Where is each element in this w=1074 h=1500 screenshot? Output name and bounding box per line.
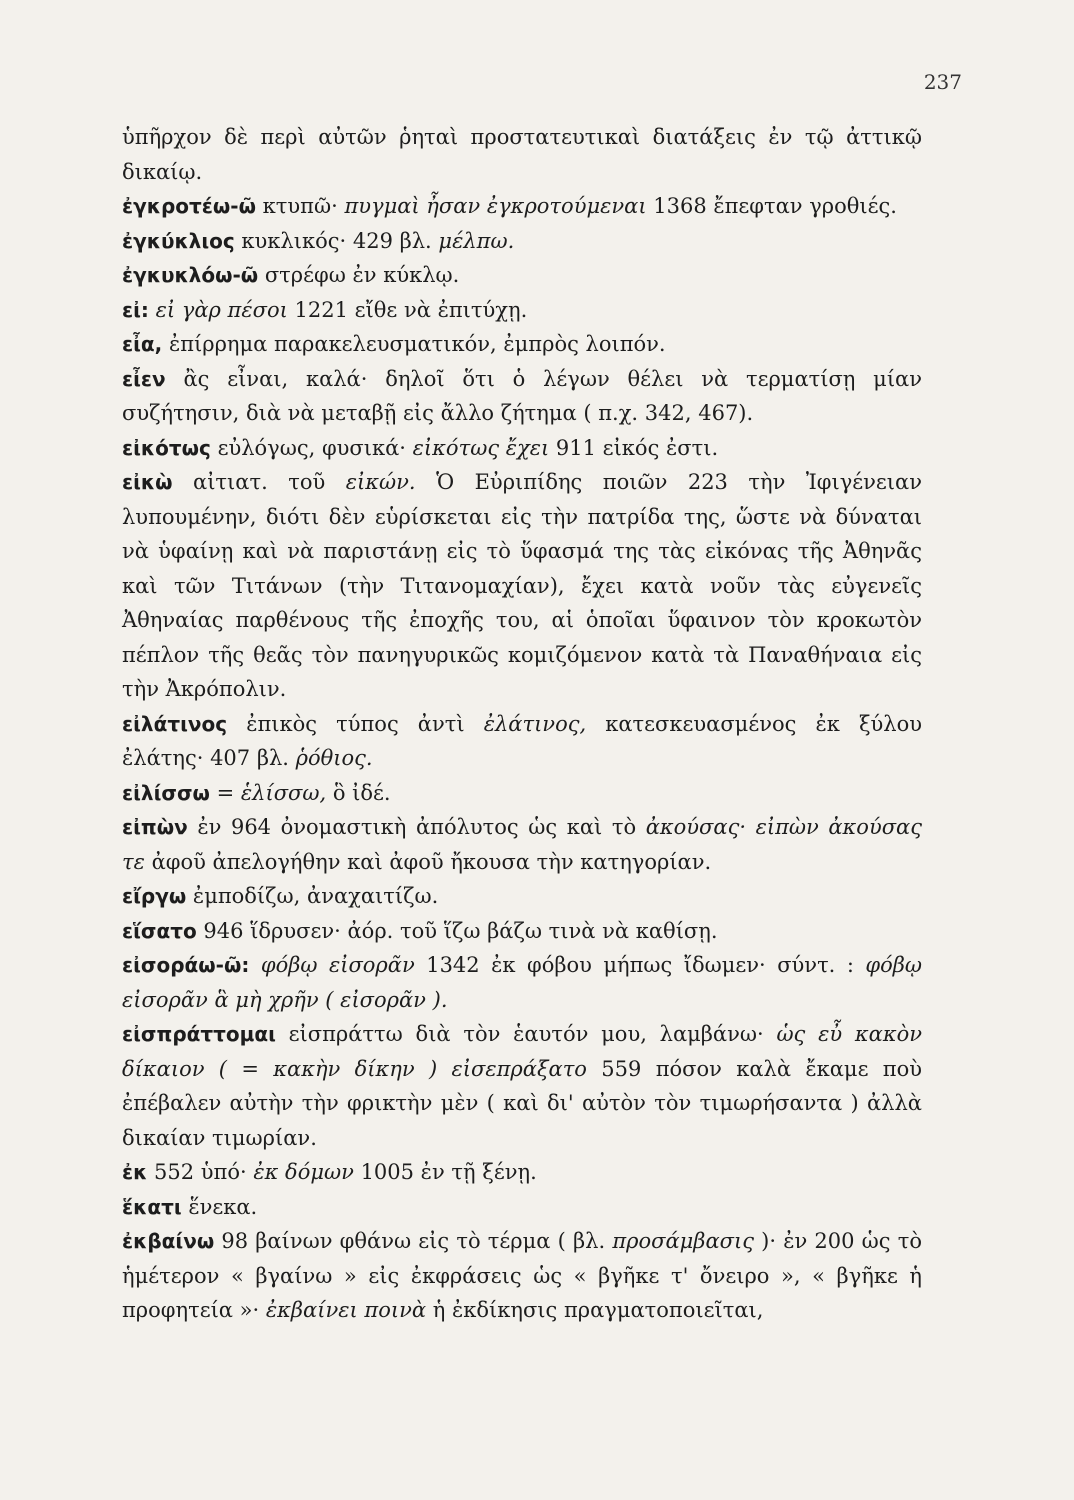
entry-headword: εἰκότως: [122, 435, 211, 460]
entry-text: )· ἐν 200 ὡς τὸ ἡμέτερον « βγαίνω » εἰς ἐκφράσεις ὡς « βγῆκε τ' ὄνειρο », « βγῆκε ἡ προφητεία »·: [122, 1229, 923, 1322]
entry-headword: εἶα,: [122, 332, 163, 356]
entry-headword: εἵσατο: [122, 918, 197, 943]
dictionary-entry: [122, 465, 922, 707]
entry-text: ἕνεκα.: [181, 1194, 258, 1219]
entry-quotation: ὡς εὖ κακὸν δίκαιον ( = κακὴν δίκην ) εἰσεπράξατο: [122, 1022, 923, 1081]
dictionary-entry: [122, 224, 922, 259]
dictionary-entry: [122, 1190, 922, 1225]
entry-quotation: εἰκών.: [345, 470, 416, 494]
dictionary-entry: [122, 776, 922, 811]
entry-text: 1342 ἐκ φόβου μήπως ἴδωμεν· σύντ. :: [414, 953, 866, 977]
entry-text: 946 ἵδρυσεν· ἀόρ. τοῦ ἵζω βάζω τινὰ νὰ καθίσῃ.: [196, 918, 718, 943]
entry-quotation: προσάμβασις: [612, 1229, 754, 1253]
entry-text: 552 ὑπό·: [147, 1160, 254, 1184]
dictionary-entry: [122, 1017, 922, 1155]
entry-quotation: πυγμαὶ ἦσαν ἐγκροτούμεναι: [344, 194, 647, 218]
entry-quotation: ἀκούσας· εἰπὼν ἀκούσας τε: [122, 815, 922, 874]
entry-quotation: ἑλίσσω,: [240, 780, 327, 805]
entry-text: εἰσπράττω διὰ τὸν ἑαυτόν μου, λαμβάνω·: [275, 1022, 777, 1046]
entry-headword: εἰκὼ: [122, 470, 173, 494]
entry-text: 559 πόσον καλὰ ἔκαμε ποὺ ἐπέβαλεν αὐτὴν τὴν φρικτὴν μὲν ( καὶ δι' αὐτὸν τὸν τιμωρήσαντα ) ἀλλὰ δικαίαν τιμωρίαν.: [122, 1056, 922, 1150]
entry-quotation: μέλπω.: [438, 228, 515, 253]
entry-text: κτυπῶ·: [255, 194, 345, 218]
entry-quotation: ἐλάτινος,: [483, 711, 587, 736]
entry-headword: εἴργω: [122, 884, 187, 908]
entry-headword: εἶεν: [122, 366, 166, 391]
dictionary-entry: [122, 362, 922, 431]
entry-text: ἀφοῦ ἀπελογήθην καὶ ἀφοῦ ἤκουσα τὴν κατηγορίαν.: [144, 849, 712, 874]
dictionary-entry: [122, 810, 922, 879]
entry-headword: ἐγκύκλιος: [122, 228, 235, 253]
entry-headword: εἰλάτινος: [122, 711, 228, 736]
dictionary-entry: [122, 707, 922, 776]
entry-quotation: εἰ γὰρ πέσοι: [155, 297, 288, 322]
entry-text: ὃ ἰδέ.: [326, 780, 391, 805]
entry-text: [249, 953, 260, 977]
entry-quotation: φόβῳ εἰσορᾶν: [260, 953, 415, 977]
entry-text: αἰτιατ. τοῦ: [172, 470, 346, 494]
entry-text: 1221 εἴθε νὰ ἐπιτύχῃ.: [287, 297, 528, 322]
entry-text: ἐπίρρημα παρακελευσματικόν, ἐμπρὸς λοιπόν.: [162, 332, 666, 356]
entry-text: ἐμποδίζω, ἀναχαιτίζω.: [186, 884, 439, 908]
entry-text: κυκλικός· 429 βλ.: [234, 228, 439, 253]
dictionary-entry: [122, 1224, 922, 1328]
entry-text: 1368 ἔπεφταν γροθιές.: [646, 194, 897, 218]
entry-text: εὐλόγως, φυσικά·: [210, 435, 413, 460]
dictionary-entry: [122, 120, 922, 189]
entry-headword: εἰπὼν: [122, 815, 188, 839]
dictionary-entry: [122, 914, 922, 949]
dictionary-entries: [122, 120, 922, 1328]
dictionary-entry: [122, 258, 922, 293]
entry-headword: ἐκβαίνω: [122, 1229, 215, 1253]
entry-text: στρέφω ἐν κύκλῳ.: [258, 263, 460, 287]
entry-quotation: ῥόθιος.: [295, 746, 373, 770]
entry-quotation: ἐκ δόμων: [253, 1160, 354, 1184]
entry-text: 98 βαίνων φθάνω εἰς τὸ τέρμα ( βλ.: [214, 1229, 613, 1253]
dictionary-entry: [122, 293, 922, 328]
entry-headword: ἐκ: [122, 1160, 148, 1184]
entry-headword: εἰσπράττομαι: [122, 1022, 276, 1046]
page-number: 237: [923, 70, 962, 94]
dictionary-entry: [122, 879, 922, 914]
entry-text: ἐπικὸς τύπος ἀντὶ: [227, 711, 484, 736]
entry-headword: εἰ:: [122, 297, 149, 322]
entry-quotation: ἐκβαίνει ποινὰ: [265, 1298, 427, 1322]
entry-headword: ἐγκυκλόω-ῶ: [122, 263, 259, 287]
entry-text: κατεσκευασμένος ἐκ ξύλου ἐλάτης· 407 βλ.: [122, 711, 922, 770]
dictionary-entry: [122, 189, 922, 224]
entry-text: ἂς εἶναι, καλά· δηλοῖ ὅτι ὁ λέγων θέλει νὰ τερματίσῃ μίαν συζήτησιν, διὰ νὰ μεταβῇ εἰς ἄλλο ζήτημα ( π.χ. 342, 467).: [122, 366, 922, 425]
entry-text: 911 εἰκός ἐστι.: [549, 435, 719, 460]
entry-quotation: φόβῳ εἰσορᾶν ἃ μὴ χρῆν ( εἰσορᾶν ).: [122, 953, 923, 1012]
entry-text: ὑπῆρχον δὲ περὶ αὐτῶν ῥηταὶ προστατευτικαὶ διατάξεις ἐν τῷ ἀττικῷ δικαίῳ.: [122, 125, 922, 184]
entry-text: Ὁ Εὐριπίδης ποιῶν 223 τὴν Ἰφιγένειαν λυπουμένην, διότι δὲν εὑρίσκεται εἰς τὴν πατρίδα της, ὥστε νὰ δύναται νὰ ὑφαίνῃ καὶ νὰ παριστάνῃ εἰς τὸ ὕφασμά της τὰς εἰκόνας τῆς Ἀθηνᾶς καὶ τῶν Τιτάνων (τὴν Τιτανομαχίαν), ἔχει κατὰ νοῦν τὰς εὐγενεῖς Ἀθηναίας παρθένους τῆς ἐποχῆς του, αἱ ὁποῖαι ὕφαινον τὸν κροκωτὸν πέπλον τῆς θεᾶς τὸν πανηγυρικῶς κομιζόμενον κατὰ τὰ Παναθήναια εἰς τὴν Ἀκρόπολιν.: [122, 470, 922, 701]
entry-headword: εἰλίσσω: [122, 780, 210, 805]
dictionary-entry: [122, 1155, 922, 1190]
dictionary-entry: [122, 948, 922, 1017]
entry-text: =: [209, 780, 241, 805]
entry-text: [149, 298, 156, 322]
dictionary-entry: [122, 431, 922, 466]
entry-headword: ἐγκροτέω-ῶ: [122, 194, 256, 218]
entry-headword: ἕκατι: [122, 1194, 182, 1219]
entry-quotation: εἰκότως ἔχει: [412, 435, 550, 460]
entry-text: ἐν 964 ὀνομαστικὴ ἀπόλυτος ὡς καὶ τὸ: [187, 815, 646, 839]
dictionary-entry: [122, 327, 922, 362]
entry-text: ἡ ἐκδίκησις πραγματοποιεῖται,: [426, 1298, 764, 1322]
entry-headword: εἰσοράω-ῶ:: [122, 953, 250, 977]
entry-text: 1005 ἐν τῇ ξένῃ.: [353, 1160, 537, 1184]
